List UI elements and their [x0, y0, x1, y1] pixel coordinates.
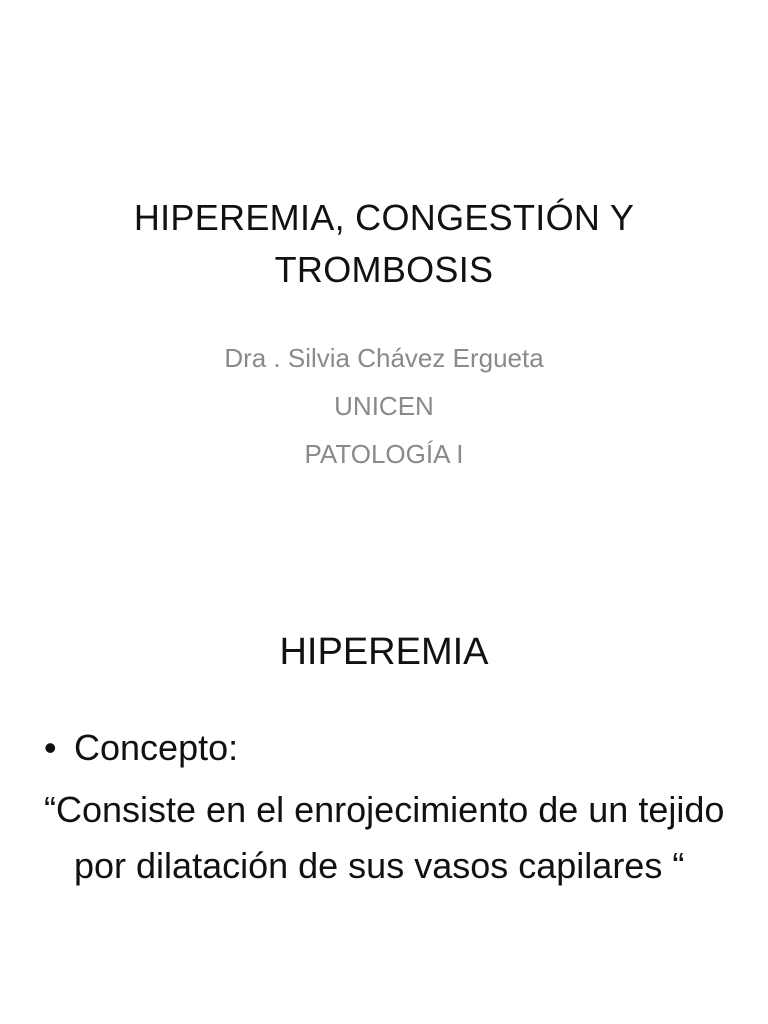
presentation-title: HIPEREMIA, CONGESTIÓN Y TROMBOSIS	[133, 197, 635, 290]
course-name: PATOLOGÍA I	[304, 439, 464, 469]
subtitle-block	[60, 334, 708, 478]
definition-paragraph: “Consiste en el enrojecimiento de un tejido por dilatación de sus vasos capilares “	[44, 789, 725, 886]
bullet-icon: •	[44, 727, 57, 768]
slide-heading: HIPEREMIA	[279, 631, 489, 673]
bullet-text: Concepto:	[74, 727, 239, 768]
author-name: Dra . Silvia Chávez Ergueta	[224, 343, 544, 373]
bullet-item	[44, 720, 734, 776]
slide-body	[44, 720, 734, 894]
slide-hiperemia	[0, 570, 768, 1024]
institution-name: UNICEN	[334, 391, 434, 421]
